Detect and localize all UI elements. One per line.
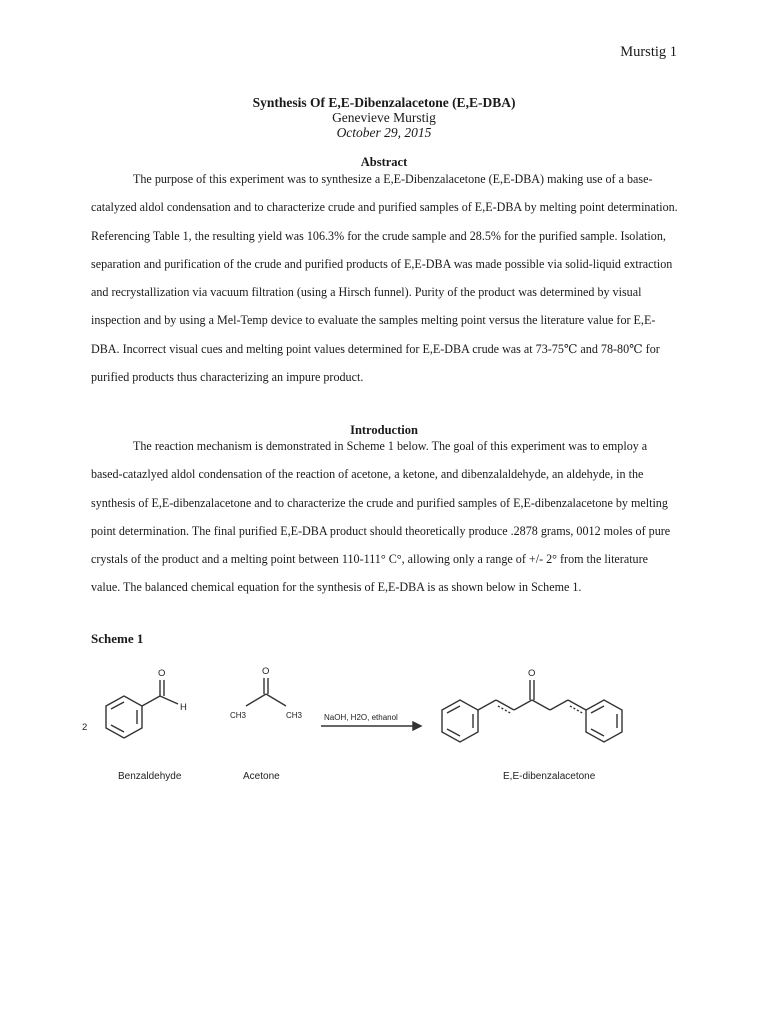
product-right-ring (586, 700, 622, 742)
product-label: E,E-dibenzalacetone (503, 771, 596, 782)
reaction-conditions: NaOH, H2O, ethanol (324, 713, 398, 722)
document-date: October 29, 2015 (336, 125, 432, 140)
acetone-methyl-left: CH3 (230, 711, 247, 720)
aldehyde-oxygen-label: O (158, 668, 166, 679)
acetone-label: Acetone (243, 771, 280, 782)
reaction-scheme (78, 660, 690, 790)
acetone-structure (246, 678, 286, 706)
aldehyde-hydrogen-label: H (180, 702, 187, 713)
author-name: Genevieve Murstig (332, 110, 436, 125)
acetone-methyl-right: CH3 (286, 711, 303, 720)
stoichiometric-coefficient: 2 (82, 722, 88, 733)
introduction-paragraph (91, 432, 679, 602)
abstract-text: The purpose of this experiment was to synthesize a E,E-Dibenzalacetone (E,E-DBA) making use of a base-catalyzed aldol condensation and to characterize crude and purified samples of E,E-DBA by melting point determination. Referencing Table 1, the resulting yield was 106.3% for the crude sample and 28.5% for the purified sample. Isolation, separation and purification of the crude and purified products of E,E-DBA was made possible via solid-liquid extraction and recrystallization via vacuum filtration (using a Hirsch funnel). Purity of the product was determined by visual inspection and by using a Mel-Temp device to evaluate the samples melting point versus the literature value for E,E-DBA. Incorrect visual cues and melting point values determined for E,E-DBA crude was at 73-75℃ and 78-80℃ for purified products thus characterizing an impure product. (91, 172, 678, 385)
abstract-paragraph (91, 165, 679, 391)
introduction-heading: Introduction (350, 423, 418, 437)
benzaldehyde-label: Benzaldehyde (118, 771, 182, 782)
acetone-oxygen-label: O (262, 666, 270, 677)
abstract-heading: Abstract (360, 155, 408, 169)
document-title: Synthesis Of E,E-Dibenzalacetone (E,E-DBA) (252, 95, 516, 110)
running-header: Murstig 1 (620, 44, 677, 60)
product-left-ring (442, 700, 478, 742)
introduction-text: The reaction mechanism is demonstrated in Scheme 1 below. The goal of this experiment was to employ a based-catazlyed aldol condensation of the reaction of acetone, a ketone, and dibenzalaldehyde, an aldehyde, in the synthesis of E,E-dibenzalacetone and to characterize the crude and purified samples of E,E-dibenzalacetone by melting point determination. The final purified E,E-DBA product should theoretically produce .2878 grams, 0012 moles of pure crystals of the product and a melting point between 110-111° C°, allowing only a range of +/- 2° from the literature value. The balanced chemical equation for the synthesis of E,E-DBA is as shown below in Scheme 1. (91, 439, 671, 595)
title-block (0, 95, 768, 140)
product-oxygen-label: O (528, 668, 536, 679)
benzaldehyde-ring (106, 696, 142, 738)
scheme-label: Scheme 1 (91, 631, 144, 646)
